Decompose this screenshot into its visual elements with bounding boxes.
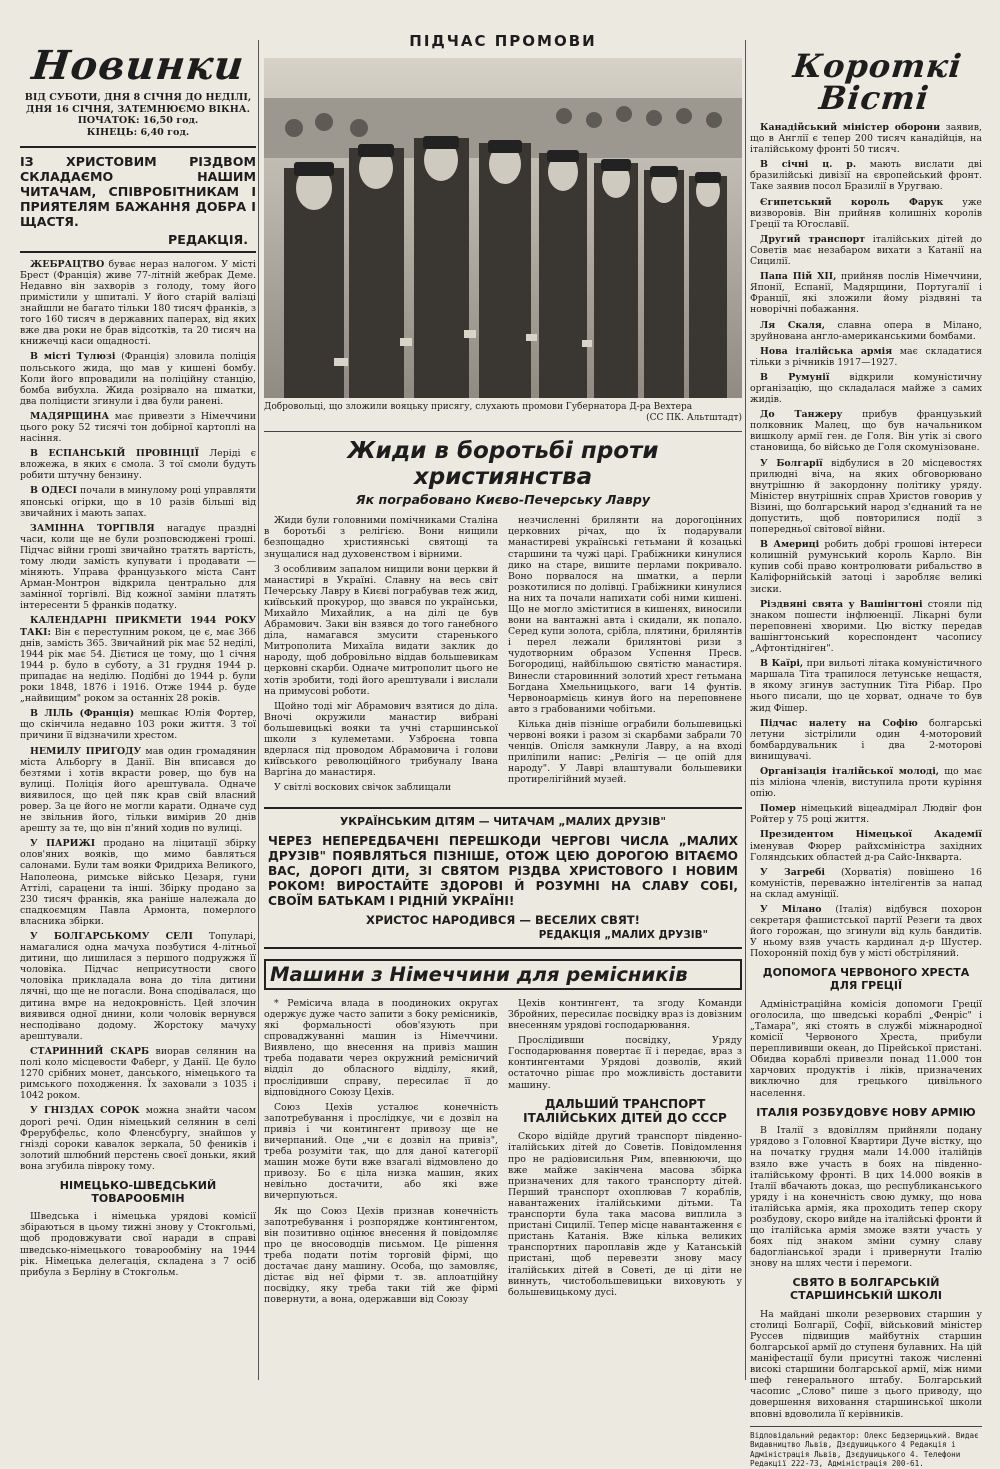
short-news-item: Єгипетський король Фарук уже визворовів. Він прийняв колишніх королів Греції та Югославії. [750,196,982,230]
news-item: МАДЯРЩИНА має привезти з Німеччини цього року 52 тисячі тон добірної картоплі на насіння. [20,410,257,445]
red-cross-text: Адміністраційна комісія допомоги Греції оголосила, що шведські кораблі „Фенріс" і „Тамара", які стоять в службі міжнародної комісії Червоного Хреста, прибули переплививши океан, до Пірейської пристані. Обидва кораблі привезли понад 11.000 тон харчових продуктів і ліків, призначених виключно для грецького цивільного населення. [750,998,982,1099]
trade-heading: НІМЕЦЬКО-ШВЕДСЬКИЙ ТОВАРООБМІН [59,1178,217,1205]
column-rule-right [745,40,746,1380]
machines-headline: Машини з Німеччини для ремісників [264,959,742,990]
photo-heading: ПІДЧАС ПРОМОВИ [409,32,597,50]
transport-heading: ДАЛЬШИЙ ТРАНСПОРТ ІТАЛІЙСЬКИХ ДІТЕЙ ДО СССР [523,1096,727,1125]
christmas-greeting: ІЗ ХРИСТОВИМ РІЗДВОМ СКЛАДАЄМО НАШИМ ЧИТАЧАМ, СПІВРОБІТНИКАМ І ПРИЯТЕЛЯМ БАЖАННЯ ДОБРА І ЩАСТЯ. РЕДАКЦІЯ. [20,146,256,253]
short-news-item: Різдвяні свята у Вашінгтоні стояли під знаком пошести інфлюенції. Лікарні були переповнені хворими. Цю вістку передав вашінгтонський кореспондент часопису „Афтонтідніген". [750,598,982,655]
short-news-item: У Болгарії відбулися в 20 місцевостях прилюдні віча, на яких обговорювано внутрішню й закордонну політику уряду. Міністер внутрішніх справ Христов говорив у Візині, що болгарський народ з'єднаний та не допустить, щоб повторилися події з попередньої світової війни. [750,457,982,536]
news-item: В ОДЕСІ почали в минулому році управляти японські огірки, що в 10 разів більші від звичайних і мають запах. [20,485,257,519]
short-news-item: У Загребі (Хорватія) повішено 16 комуністів, переважно інтелігентів за напад на склад амуніції. [750,866,982,900]
column-rule-left [258,40,259,1380]
short-news-item: В Каїрі, при вильоті літака комуністичного маршала Тіта трапилося летунське нещастя, в якому згинув заступник Тіта Рібар. Про нього писали, що це хорват, одначе то був жид Фішер. [750,658,982,714]
news-item: В ЛІЛЬ (Франція) мешкає Юлія Фортер, що скінчила недавно 103 роки життя. З тої причини її відзначили хрестом. [20,708,257,742]
machines-col-2: Цехів контингент, та згоду Команди Збройних, пересилає посвідку враз із довізним внесенням урядові господарювання. Прослідивши посвідку, Уряду Господарювання повертає її і передає, враз з контингентами Урядові дозволів, який остаточно рішає про можливість доставити машину. ДАЛЬШИЙ ТРАНСПОРТ ІТАЛІЙСЬКИХ ДІТЕЙ ДО СССР Скоро відійде другий транспорт південно-італійських дітей до Советів. Повідомлення про не радіовисильня Рим, впевнюючи, що вже майже закінчена масова збірка призначених для такого транспорту дітей. Перший транспорт охоплював 7 кораблів, навантажених італійськими дітьми. Та транспорти була така масова виплила з пристані Сицилії. Тепер місце навантаження є пристань Катанія. Вже кілька великих транспортних пароплавів жде у Катанській пристані, щоб перевезти знову масу італійських дітей в Советі, де ці діти не виннуть, чистобольшевицьки виховують у большевицькому дусі. [508,997,742,1298]
photo-caption: Добровольці, що зложили вояцьку присягу, слухають промови Губернатора Д-ра Вехтера (СС ПК. Альтштадт) [264,402,742,423]
short-news-item: В Румунії відкрили комуністичну організацію, що складалася майже з самих жидів. [750,371,982,406]
children-notice: УКРАЇНСЬКИМ ДІТЯМ — ЧИТАЧАМ „МАЛИХ ДРУЗІВ" ЧЕРЕЗ НЕПЕРЕДБАЧЕНІ ПЕРЕШКОДИ ЧЕРГОВІ ЧИСЛА „МАЛИХ ДРУЗІВ" ПОЯВЛЯТЬСЯ ПІЗНІШЕ, ОТОЖ ЦЕЮ ДОРОГОЮ ВІТАЄМО ВАС, ДОРОГІ ДІТИ, ЗІ СВЯТОМ РІЗДВА ХРИСТОВОГО І НОВИМ РОКОМ! ВИРОСТАЙТЕ ЗДОРОВІ Й РОЗУМНІ НА СЛАВУ СОБІ, СВОЇМ БАТЬКАМ І РІДНІЙ УКРАЇНІ! ХРИСТОС НАРОДИВСЯ — ВЕСЕЛИХ СВЯТ! РЕДАКЦІЯ „МАЛИХ ДРУЗІВ" [264,807,742,948]
italy-army-text: В Італії з вдовіллям прийняли подану урядово з Головної Квартири Дуче вістку, що на початку грудня мали 14.000 італійців взяло вже участь в боях на південно-італійському фронті. В цих 14.000 вояків в Італії вбачають доказ, що республиканського уряду і на конечність свою думку, що нова італійська армія, яка проходить тепер скору розбудову, скоро вийде на італійські фронти й що італійська армія зможе взяти участь у боях під знаком зміни сумну славу бадогліанської зради і привернути Італію знову на шлях чести і перемоги. [750,1125,982,1270]
red-cross-heading: ДОПОМОГА ЧЕРВОНОГО ХРЕСТА ДЛЯ ГРЕЦІЇ [762,966,970,993]
article-body [264,515,742,797]
news-item: ЖЕБРАЦТВО буває нераз налогом. У місті Брест (Франція) живе 77-літній жебрак Деме. Недавно він захворів з голоду, тому його примістили у шпиталі. У його старій валізці знайшли не багато тільки 180 тисяч франків, з того 160 тисяч в державних паперах, від яких вже два роки не брав відсотків, та 20 тисяч на книжечці каси ощадності. [20,258,256,348]
news-item: У ГНІЗДАХ СОРОК можна знайти часом дорогі речі. Один німецький селянин в селі Фрерубфельс, коло Фленсбургу, знайшов у гнізді сороки кавалок зеркала, 50 феників і золотий шлюбний перстень своєї доньки, який вона згубила півроку тому. [20,1105,257,1172]
news-item: В ЕСПАНСЬКІЙ ПРОВІНЦІЇ Леріді є вложежа, в яких є смола. З тої смоли будуть робити штучну бензину. [20,448,256,482]
bulgaria-school-heading: СВЯТО В БОЛГАРСЬКІЙ СТАРШИНСЬКІЙ ШКОЛІ [790,1276,942,1303]
short-news-title: Короткі Вісті [791,47,965,117]
article-subheadline: Як пограбовано Києво-Печерську Лавру [355,492,651,508]
machines-body [264,998,742,1310]
short-news-item: Президентом Німецької Академії іменував Фюрер райхсміністра західних Голяндських областей д-ра Сайс-Інкварта. [750,829,982,863]
bulgaria-school-text: На майдані школи резервових старшин у столиці Болгарії, Софії, військовий міністер Руссев підвищив майбутніх старшин болгарської армії до ступеня булавних. На цій маніфестації були присутні також численні високі старшини болгарської армії, між ними шеф генерального штабу. Болгарський часопис „Слово" пише з цього приводу, що довершення виховання старшинської школи вповні вдоволила її керівників. [750,1308,982,1420]
short-news-items [750,122,982,959]
news-item: НЕМИЛУ ПРИГОДУ мав один громадянин міста Альборгу в Данії. Він вписався до безтями і хотів вкрасти ровер, що був на вулиці. Поліція його арештувала. Одначе виявилося, що цей пяк крав свій власний ровер. За це його не могли карати. Одначе суд не звільнив його, тільки вимірив 20 днів арешту за те, що він п'яний ходив по вулиці. [20,745,257,835]
short-news-item: В січні ц. р. мають вислати дві бразилійські дивізії на європейський фронт. Таке заявив посол Бразилії в Уругваю. [750,159,982,193]
news-items [20,259,256,1172]
news-item: У БОЛГАРСЬКОМУ СЕЛІ Топуларі, намагалися одна мачуха позбутися 4-літньої дитини, що лишилася з першого подружжя її чоловіка. Підчас неприсутности свого чоловіка прикладала вона до тіла дитини лячні, що ще не погасли. Вона сподівалася, що дитина вмре на недокровність. Цей злочин виявився одної днини, коли чоловік вернувся несподівано додому. Жорстоку мачуху арештували. [20,931,256,1042]
short-news-item: Ля Скаля, славна опера в Мілано, зруйнована англо-американськими бомбами. [750,319,983,342]
short-news-item: В Америці робить добрі грошові інтереси колишній румунський король Карло. Він купив собі право контролювати рибальство в Каліфорнійській затоці і заробляє великі зиски. [750,539,982,595]
news-item: СТАРИННИЙ СКАРБ виорав селянин на полі коло місцевости Фаберг, у Данії. Це було 1270 срібних монет, данського, німецького та римського походження. Їх заховали з 1035 і 1042 роком. [20,1045,256,1102]
trade-text: Шведська і німецька урядові комісії збіраються в цьому тижні знову у Стокгольмі, щоб продовжувати свої наради в справі шведсько-німецького товарообміну на 1944 рік. Німецька делегація, складена з 7 осіб прибула з Берліну в Стокгольм. [20,1211,256,1278]
novynky-title: Новинки [29,42,247,89]
right-column [750,30,983,1469]
soldiers-photo [264,58,742,398]
short-news-item: Другий транспорт італійських дітей до Советів має незабаром вихати з Катанії на Сицилії. [750,233,983,268]
short-news-item: Підчас налету на Софію болгарські летуни зістрілили один 4-моторовий бомбардувальник і два 2-моторові винищувачі. [750,717,983,762]
news-item: ЗАМІННА ТОРГІВЛЯ нагадує праздні часи, коли ще не були розповсюджені гроші. Підчас війни гроші звичайно тратять вартість, тому люди замість купувати і продавати — міняють. Управа французького міста Сант Арман-Монтрон відкрила центрально для замінної торгівлі. Від кожної заміни платять інтересенти 5 франків податку. [20,522,256,612]
machines-col-1: * Ремісича влада в поодиноких округах одержує дуже часто запити з боку ремісників, які формальності обов'язують при спроваджуванні машин із Німеччини. Виявлено, що внесення на привіз машин треба подавати через окружний ремісничий відділ до обласного відділу, який, прослідивши справу, пересилає її до відповідного Союзу Цехів. Союз Цехів усталює конечність запотребування і прослідкує, чи є дозвіл на привіз і чи контингент привозу ще не вичерпаний. Оце „чи є дозвіл на привіз", треба розуміти так, що для даної категорії машин може бути вже взагалі відмовлено до привозу. Бо є ціла низка машин, яких невільно достачити, або які вже вичерпуються. Як що Союз Цехів признав конечність запотребування і розпорядже контингентом, він позитивно оцінює внесення й повідомляє про це вносоводців письмом. Це рішення треба подати потім торговій фірмі, що достачає дану машину. Особа, що замовляє, дістає від неї фірми т. зв. аплоатційну посвідку, яку треба таки тій же фірмі повернути, а вона, одержавши від Союзу [264,997,498,1306]
italy-army-heading: ІТАЛІЯ РОЗБУДОВУЄ НОВУ АРМІЮ [756,1105,976,1119]
article-headline: Жиди в боротьбі проти християнства [264,431,742,490]
article-col-1: Жиди були головними помічниками Сталіна в боротьбі з релігією. Вони нищили безпощадно християнські святощі та знущалися над духовенством і вірними. З особливим запалом нищили вони церкви й манастирі в Україні. Славну на весь світ Печерську Лавру в Києві пограбував теж жид, київський прокурор, що звався по українськи, Михайло Михайлик, а на ділі це був Абрамович. Заки він взявся до того ганебного діла, намагався змусити старенького Митрополита Михаїла видати заклик до народу, щоб добровільно віддав большевикам церковні скарби. Одначе митрополит цього не хотів зробити, тоді його арештували і вислали на примусові роботи. Щойно тоді міг Абрамович взятися до діла. Вночі окружили манастир вибрані большевицькі вояки та учні старшинської школи з кулеметами. Узброєна товпа вдерлася під проводом Абрамовича і голови київського революційного трибуналу Івана Варгіна до манастиря. У світлі воскових свічок заблищали [264,515,498,794]
news-item: В місті Тулюзі (Франція) зловила поліція польського жида, що мав у кишені бомбу. Коли його впровадили на поліційну станцію, бомба вибухла. Жида розірвало на шматки, два поліцисти згинули і два були ранені. [20,351,256,407]
short-news-item: До Танжеру прибув французький полковник Малец, що був начальником вишколу армії ген. де Голя. Він утік зі свого становища, бо військо де Голя скомунізоване. [750,409,982,454]
short-news-item: Організація італійської молоді, що має піз міліона членів, виступила проти куріння опію. [750,765,982,800]
middle-column [264,30,742,1400]
article-col-2: незчисленні брилянти на дорогоцінних церковних річах, що їх подарували манастиреві українські гетьмани й козацькі старшини та чужі царі. Грабіжники кинулися дико на старе, вишите перлами покривало. Воно порвалося на шматки, а перли розкотилися по долівці. Грабіжники кинулися на них та почали напихати собі ними кишені. Що не могло зміститися в кишенях, виносили вони на вантажні авта і скидали, як попало. Серед купи золота, срібла, плятини, брилянтів і перел лежали брилянтові ризи з чудотворним образом Успення Пресв. Богородиці, найбільшою святістю манастиря. Винесли старовинний золотий хрест гетьмана Богдана Хмельницького, ваги 14 фунтів. Червоноармієць кинув його на переповнене авто з грабованими чобітьми. Кілька днів пізніше ограбили большевицькі червоні вояки і разом зі скарбами забрали 70 ченців. Опісля замкнули Лавру, а на вході приліпили напис: „Релігія — це опій для народу". У Лаврі влаштували большевики протирелігійний музей. [508,515,742,786]
imprint: Відповідальний редактор: Олекс Бедзерицький. Видає Видавництво Львів, Дзєдушицького 4 Редакція і Адміністрація Львів, Дзєдушицького 4. Телефони Редакції 222-73, Адміністрація 200-61. [750,1426,982,1469]
short-news-item: Нова італійська армія має складатися тільки з річників 1917—1927. [750,345,982,368]
short-news-item: Помер німецький віцеадмірал Людвіг фон Ройтер у 75 році життя. [750,803,982,826]
left-column [20,30,256,1400]
short-news-item: У Мілано (Італія) відбувся похорон секретаря фашистської партії Резеги та двох його горожан, що згинули від куль бандитів. У ньому взяв участь кардинал д-р Шустер. Похоронній похід був у місті обстріляний. [750,904,982,960]
cinema-notice: ВІД СУБОТИ, ДНЯ 8 СІЧНЯ ДО НЕДІЛІ, ДНЯ 16 СІЧНЯ, ЗАТЕМНЮЄМО ВІКНА. ПОЧАТОК: 16,50 год. КІНЕЦЬ: 6,40 год. [24,92,252,138]
news-item: КАЛЕНДАРНІ ПРИКМЕТИ 1944 РОКУ ТАКІ: Він є переступним роком, це є, має 366 днів, замість 365. Звичайний рік має 52 неділі, 1944 рік має 54. Дієтися це тому, що 1 січня 1944 р. було в суботу, а 31 грудня 1944 р. припадає на неділю. Подібні до 1944 р. були роки 1848, 1876 і 1916. Отже 1944 р. буде „найвищим" роком за останніх 28 років. [20,615,257,705]
short-news-item: Папа Пій XII, прийняв послів Німеччини, Японії, Еспанії, Мадярщини, Португалії і Франції, які зложили йому різдвяні та новорічні побажання. [750,271,982,316]
soldiers-photo-image [264,58,742,398]
transport-text: Скоро відійде другий транспорт південно-італійських дітей до Советів. Повідомлення про не радіовисильня Рим, впевнюючи, що вже майже закінчена масова збірка призначених для такого транспорту дітей. Перший транспорт охоплював 7 кораблів, навантажених італійськими дітьми. Та транспорти була така масова виплила з пристані Сицилії. Тепер місце навантаження є пристань Катанія. Вже кілька великих транспортних пароплавів жде у Катанській пристані, щоб перевезти знову масу італійських дітей в Советі, де ці діти не виннуть, чистобольшевицьки виховують у большевицькому дусі. [508,1131,742,1298]
short-news-item: Канадійський міністер оборони заявив, що в Англії є тепер 200 тисяч канадійців, на італійському фронті 50 тисяч. [750,122,982,156]
news-item: У ПАРИЖІ продано на ліцитації збірку олов'яних вояків, що мимо бавляться салонами. Були там вояки Фридриха Великого, Наполеона, римське військо Цезаря, гуни Аттілі, сарацени та інші. Збірку продано за 230 тисяч франків, яка раніше належала до спадкоємцям Павла Армонта, померлого власника збірки. [20,838,256,927]
